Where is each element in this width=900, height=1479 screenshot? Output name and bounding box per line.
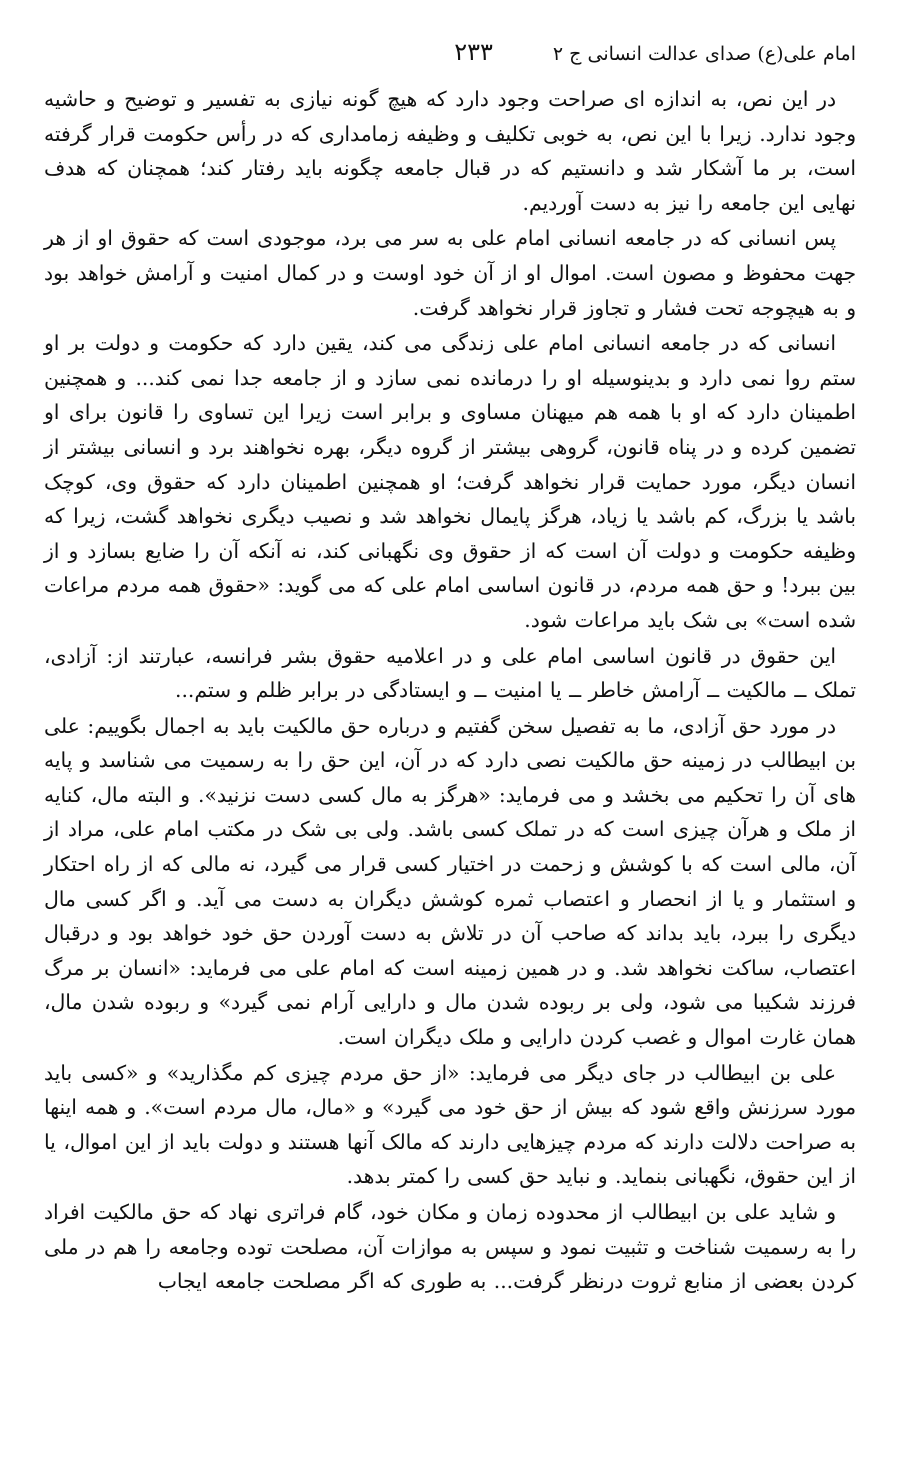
paragraph: علی بن ابیطالب در جای دیگر می فرماید: «از حق مردم چیزی کم مگذارید» و «کسی باید مورد سرزنش واقع شود که بیش از حق خود می گیرد» و «مال، مال مردم است». و همه اینها به صراحت دلالت دارند که مردم چیزهایی دارند که مالک آنها هستند و دولت باید از این اموال، یا از این حقوق، نگهبانی بنماید. و نباید حق کسی را کمتر بدهد.: [44, 1060, 856, 1189]
paragraph: و شاید علی بن ابیطالب از محدوده زمان و مکان خود، گام فراتری نهاد که حق مالکیت افراد را به رسمیت شناخت و تثبیت نمود و سپس به موازات آن، مصلحت توده وجامعه را هم در ملی کردن بعضی از منابع ثروت درنظر گرفت... به طوری که اگر مصلحت جامعه ایجاب: [44, 1200, 856, 1294]
paragraph: پس انسانی که در جامعه انسانی امام علی به سر می برد، موجودی است که حقوق او از هر جهت محفوظ و مصون است. اموال او از آن خود اوست و در کمال امنیت و آرامش خواهد بود و به هیچوجه تحت فشار و تجاوز قرار نخواهد گرفت.: [44, 226, 856, 320]
body-text: [44, 82, 856, 1299]
paragraph: در مورد حق آزادی، ما به تفصیل سخن گفتیم و درباره حق مالکیت باید به اجمال بگوییم: علی بن ابیطالب در زمینه حق مالکیت نصی دارد که در آن، این حق را به رسمیت می شناسد و پایه های آن را تحکیم می بخشد و می فرماید: «هرگز به مال کسی دست نزنید». و البته مال، کنایه از ملک و هرآن چیزی است که در تملک کسی باشد. ولی بی شک در مکتب امام علی، مراد از آن، مالی است که با کوشش و زحمت در اختیار کسی قرار می گیرد، نه مالی که از راه احتکار و استثمار و یا از انحصار و اعتصاب ثمره کوشش دیگران به دست می آید. و اگر کسی مال دیگری را ببرد، باید بداند که صاحب آن در تلاش به دست آوردن حق خود خواهد بود و درقبال اعتصاب، ساکت نخواهد شد. و در همین زمینه است که امام علی می فرماید: «انسان بر مرگ فرزند شکیبا می شود، ولی بر ربوده شدن مال و دارایی آرام نمی گیرد» و ربوده شدن مال، همان غارت اموال و غصب کردن دارایی و ملک دیگران است.: [44, 713, 856, 1050]
paragraph: در این نص، به اندازه ای صراحت وجود دارد که هیچ گونه نیازی به تفسیر و توضیح و حاشیه وجود ندارد. زیرا با این نص، به خوبی تکلیف و وظیفه زمامداری که در رأس حکومت قرار گرفته است، بر ما آشکار شد و دانستیم که در قبال جامعه چگونه باید رفتار کند؛ همچنان که هدف نهایی این جامعه را نیز به دست آوردیم.: [44, 87, 856, 215]
page-number: ۲۳۳: [454, 38, 493, 66]
running-header: [44, 30, 856, 74]
paragraph: این حقوق در قانون اساسی امام علی و در اعلامیه حقوق بشر فرانسه، عبارتند از: آزادی، تملک ــ مالکیت ــ آرامش خاطر ــ یا امنیت ــ و ایستادگی در برابر ظلم و ستم...: [44, 643, 856, 703]
running-title: امام علی(ع) صدای عدالت انسانی ج ۲: [552, 43, 856, 65]
paragraph: انسانی که در جامعه انسانی امام علی زندگی می کند، یقین دارد که حکومت و دولت بر او ستم روا نمی دارد و بدینوسیله او را درمانده نمی سازد و از جامعه جدا نمی کند... و همچنین اطمینان دارد که او با همه هم میهنان مساوی و برابر است زیرا این تساوی را قانون برای او تضمین کرده و در پناه قانون، گروهی بیشتر از گروه دیگر، بهره نخواهند برد و انسانی بیشتر از انسان دیگر، مورد حمایت قرار نخواهد گرفت؛ او همچنین اطمینان دارد که حقوق وی، کوچک باشد یا بزرگ، کم باشد یا زیاد، هرگز پایمال نخواهد شد و نصیب دیگری نخواهد گشت، زیرا که وظیفه حکومت و دولت آن است که از حقوق وی نگهبانی کند، نه آنکه آن را ضایع بسازد و از بین ببرد! و حق همه مردم، در قانون اساسی امام علی که می گوید: «حقوق همه مردم مراعات شده است» بی شک باید مراعات شود.: [44, 331, 856, 632]
